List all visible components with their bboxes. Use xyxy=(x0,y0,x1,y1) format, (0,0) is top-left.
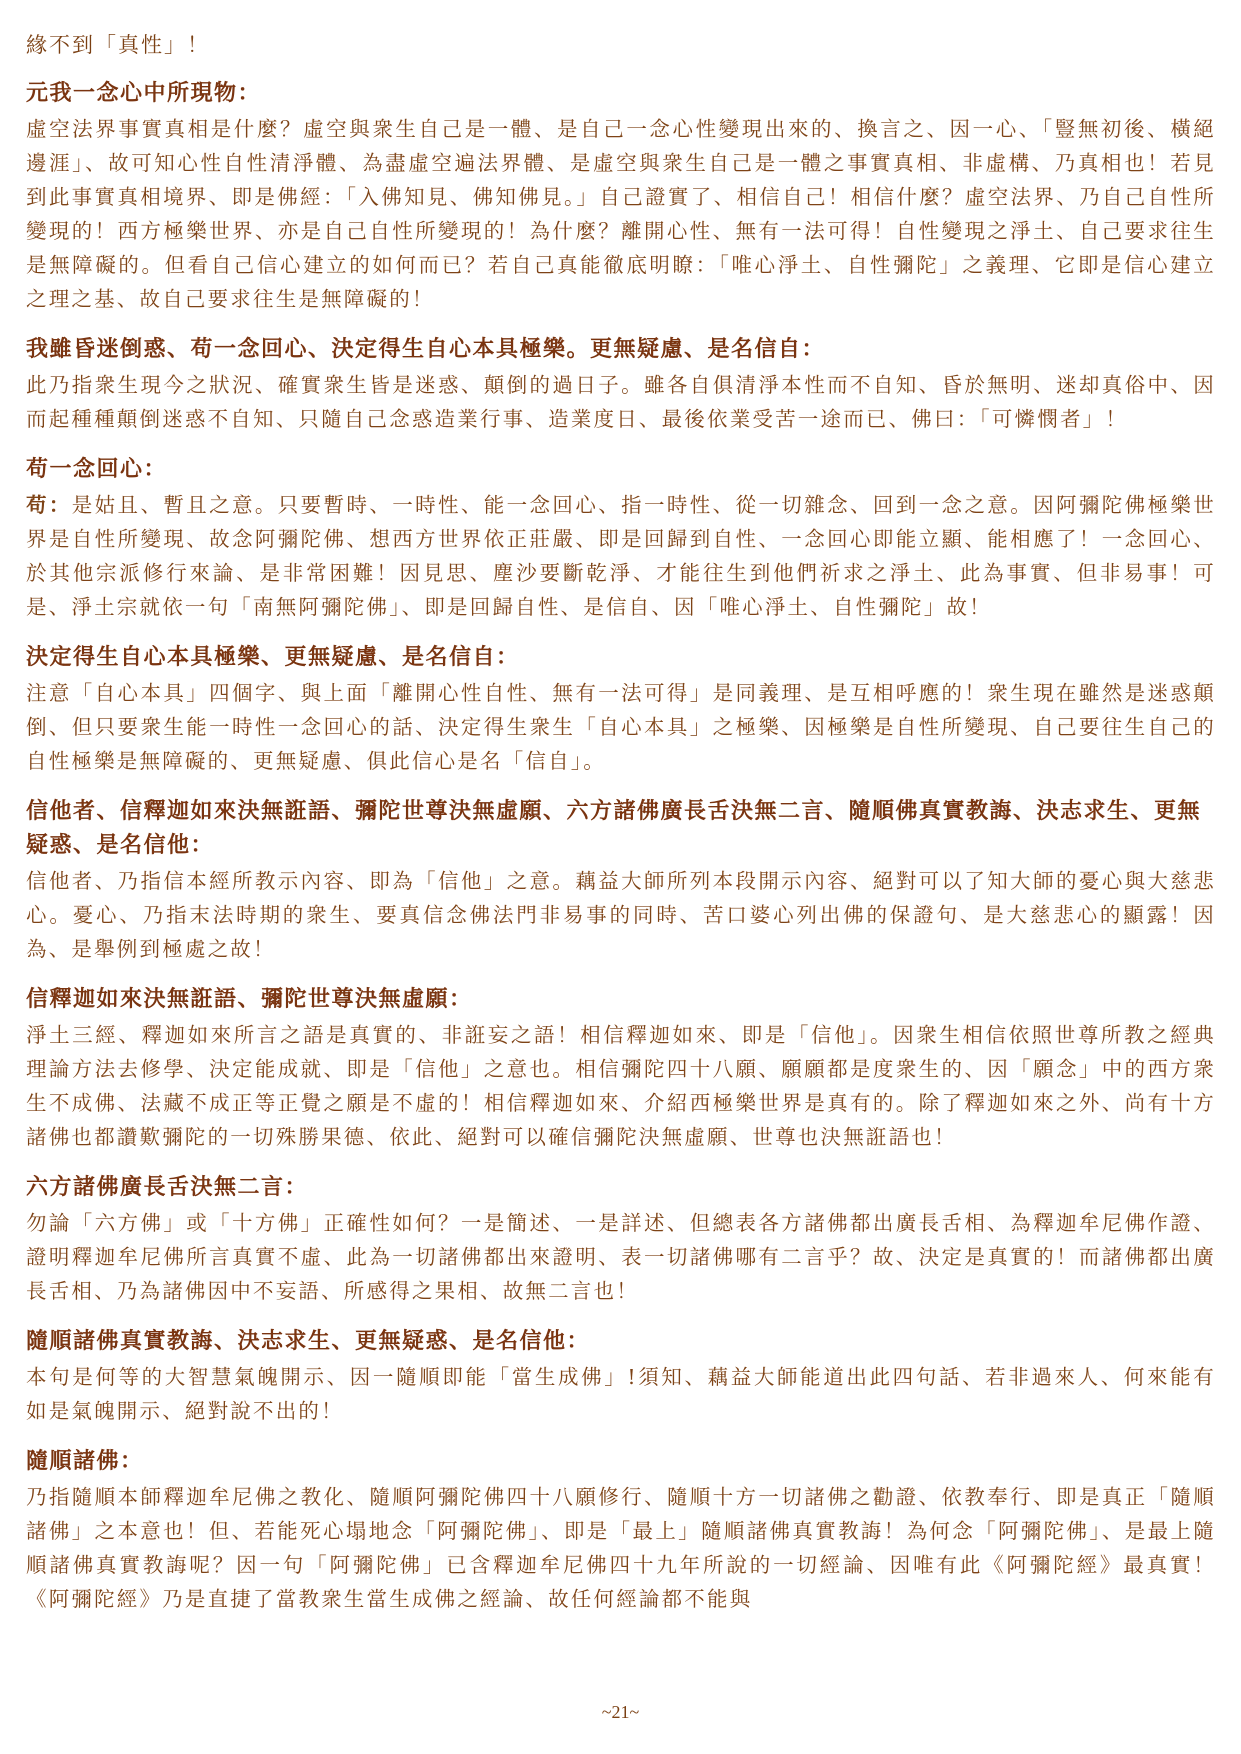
section-body: 乃指隨順本師釋迦牟尼佛之教化、隨順阿彌陀佛四十八願修行、隨順十方一切諸佛之勸證、依教奉行、即是真正「隨順諸佛」之本意也！但、若能死心塌地念「阿彌陀佛」、即是「最上」隨順諸佛真實教誨！為何念「阿彌陀佛」、是最上隨順諸佛真實教誨呢？因一句「阿彌陀佛」已含釋迦牟尼佛四十九年所說的一切經論、因唯有此《阿彌陀經》最真實！《阿彌陀經》乃是直捷了當教衆生當生成佛之經論、故任何經論都不能與 xyxy=(26,1485,1216,1611)
section-body: 虛空法界事實真相是什麼？虛空與衆生自己是一體、是自己一念心性變現出來的、換言之、因一心、「豎無初後、橫絕邊涯」、故可知心性自性清淨體、為盡虛空遍法界體、是虛空與衆生自己是一體之事實真相、非虛構、乃真相也！若見到此事實真相境界、即是佛經：「入佛知見、佛知佛見。」自己證實了、相信自己！相信什麼？虛空法界、乃自己自性所變現的！西方極樂世界、亦是自己自性所變現的！為什麼？離開心性、無有一法可得！自性變現之淨土、自己要求往生是無障礙的。但看自己信心建立的如何而已？若自己真能徹底明瞭：「唯心淨土、自性彌陀」之義理、它即是信心建立之理之基、故自己要求往生是無障礙的！ xyxy=(26,117,1216,311)
term-lead: 苟： xyxy=(26,493,72,517)
section-body: 勿論「六方佛」或「十方佛」正確性如何？一是簡述、一是詳述、但總表各方諸佛都出廣長舌相、為釋迦牟尼佛作證、證明釋迦牟尼佛所言真實不虛、此為一切諸佛都出來證明、表一切諸佛哪有二言乎？故、決定是真實的！而諸佛都出廣長舌相、乃為諸佛因中不妄語、所感得之果相、故無二言也！ xyxy=(26,1211,1216,1303)
section-2 xyxy=(26,332,1216,436)
section-9 xyxy=(26,1444,1216,1616)
section-heading: 隨順諸佛真實教誨、決志求生、更無疑惑、是名信他： xyxy=(26,1328,591,1354)
page-content xyxy=(26,28,1216,1632)
section-3 xyxy=(26,452,1216,624)
section-heading: 決定得生自心本具極樂、更無疑慮、是名信自： xyxy=(26,644,520,670)
section-8 xyxy=(26,1324,1216,1428)
section-body: 本句是何等的大智慧氣魄開示、因一隨順即能「當生成佛」!須知、藕益大師能道出此四句話、若非過來人、何來能有如是氣魄開示、絕對說不出的！ xyxy=(26,1365,1216,1423)
section-body: 是姑且、暫且之意。只要暫時、一時性、能一念回心、指一時性、從一切雜念、回到一念之意。因阿彌陀佛極樂世界是自性所變現、故念阿彌陀佛、想西方世界依正莊嚴、即是回歸到自性、一念回心即能立顯、能相應了！一念回心、於其他宗派修行來論、是非常困難！因見思、塵沙要斷乾淨、才能往生到他們祈求之淨土、此為事實、但非易事！可是、淨土宗就依一句「南無阿彌陀佛」、即是回歸自性、是信自、因「唯心淨土、自性彌陀」故！ xyxy=(26,493,1216,619)
section-1 xyxy=(26,76,1216,316)
section-body: 淨土三經、釋迦如來所言之語是真實的、非誑妄之語！相信釋迦如來、即是「信他」。因衆生相信依照世尊所教之經典理論方法去修學、決定能成就、即是「信他」之意也。相信彌陀四十八願、願願都是度衆生的、因「願念」中的西方衆生不成佛、法藏不成正等正覺之願是不虛的！相信釋迦如來、介紹西極樂世界是真有的。除了釋迦如來之外、尚有十方諸佛也都讚歎彌陀的一切殊勝果德、依此、絕對可以確信彌陀決無虛願、世尊也決無誑語也！ xyxy=(26,1023,1216,1149)
section-paragraph xyxy=(26,488,1216,624)
section-body: 信他者、乃指信本經所教示內容、即為「信他」之意。藕益大師所列本段開示內容、絕對可以了知大師的憂心與大慈悲心。憂心、乃指末法時期的衆生、要真信念佛法門非易事的同時、苦口婆心列出佛的保證句、是大慈悲心的顯露！因為、是舉例到極處之故！ xyxy=(26,869,1216,961)
section-heading: 六方諸佛廣長舌決無二言： xyxy=(26,1174,309,1200)
section-heading: 隨順諸佛： xyxy=(26,1448,144,1474)
section-heading: 我雖昏迷倒惑、苟一念回心、決定得生自心本具極樂。更無疑慮、是名信自： xyxy=(26,336,826,362)
section-body: 此乃指衆生現今之狀況、確實衆生皆是迷惑、顛倒的過日子。雖各自俱清淨本性而不自知、昏於無明、迷却真俗中、因而起種種顛倒迷惑不自知、只隨自己念惑造業行事、造業度日、最後依業受苦一途而已、佛曰：「可憐憫者」！ xyxy=(26,373,1216,431)
section-4 xyxy=(26,640,1216,778)
section-6 xyxy=(26,982,1216,1154)
section-body: 注意「自心本具」四個字、與上面「離開心性自性、無有一法可得」是同義理、是互相呼應的！衆生現在雖然是迷惑顛倒、但只要衆生能一時性一念回心的話、決定得生衆生「自心本具」之極樂、因極樂是自性所變現、自己要往生自己的自性極樂是無障礙的、更無疑慮、俱此信心是名「信自」。 xyxy=(26,681,1216,773)
section-heading: 信他者、信釋迦如來決無誑語、彌陀世尊決無虛願、六方諸佛廣長舌決無二言、隨順佛真實教誨、決志求生、更無疑惑、是名信他： xyxy=(26,798,1202,858)
intro-line: 緣不到「真性」！ xyxy=(26,33,210,57)
section-heading: 信釋迦如來決無誑語、彌陀世尊決無虛願： xyxy=(26,986,473,1012)
section-heading: 元我一念心中所現物： xyxy=(26,80,262,106)
section-7 xyxy=(26,1170,1216,1308)
section-5 xyxy=(26,794,1216,966)
page-number: ~21~ xyxy=(601,1702,640,1722)
section-heading: 苟一念回心： xyxy=(26,456,168,482)
